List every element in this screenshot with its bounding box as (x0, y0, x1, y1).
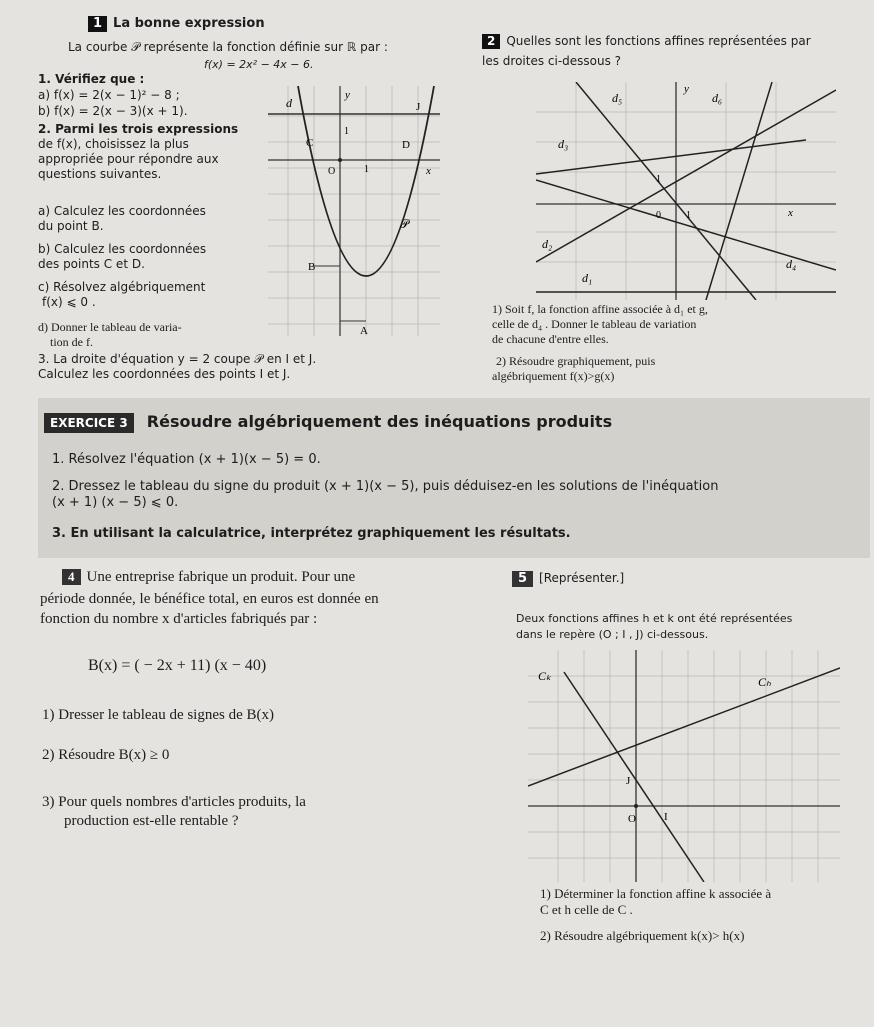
label-a: A (360, 325, 368, 337)
ex1-title: La bonne expression (113, 16, 265, 31)
ex3-q1: 1. Résolvez l'équation (x + 1)(x − 5) = 0. (52, 452, 321, 467)
ex1-q2a-line2: du point B. (38, 219, 104, 233)
label-b: B (308, 261, 316, 273)
ex1-q2b-line1: b) Calculez les coordonnées (38, 242, 207, 256)
ex3-title: Résoudre algébriquement des inéquations produits (146, 412, 613, 431)
line-d3 (536, 140, 806, 174)
label-d4: d₄ (786, 257, 797, 271)
ex1-q2b (38, 242, 206, 272)
label-ex5-i: I (664, 811, 668, 823)
ex5-header (512, 571, 624, 587)
ex1-number: 1 (88, 16, 107, 32)
ex2-part2 (492, 354, 655, 384)
ex5-tag: [Représenter.] (539, 571, 625, 585)
ex2-part1 (492, 302, 708, 347)
ex1-q2a (38, 204, 206, 234)
ex1-q3 (38, 352, 316, 382)
ex1-q2 (38, 122, 268, 182)
label-j: J (416, 101, 421, 113)
parabola-graph (268, 86, 448, 348)
ex4-q3-line2: production est-elle rentable ? (64, 813, 239, 829)
label-ex2-o: 0 (656, 210, 661, 221)
ck-ch-graph (528, 650, 840, 882)
ex1-header (88, 16, 265, 32)
ex2-part2-line2: algébriquement f(x)>g(x) (492, 369, 615, 383)
label-d6: d₆ (712, 91, 723, 105)
ex2-number: 2 (482, 34, 500, 49)
ex1-intro: La courbe 𝒫 représente la fonction définie sur ℝ par : (68, 40, 388, 54)
ex4-number: 4 (62, 569, 81, 585)
label-ex2-y: y (684, 83, 689, 95)
ex1-q2d (38, 320, 182, 350)
ex4-line3: fonction du nombre x d'articles fabriqués par : (40, 611, 318, 627)
line-d5 (576, 82, 756, 300)
ex3-header (44, 412, 612, 433)
label-d2: d₂ (542, 237, 553, 251)
ex2-part1-line2: celle de d₄ . Donner le tableau de variation (492, 317, 697, 331)
ex2-question-line2: les droites ci-dessous ? (482, 54, 622, 68)
ex5-grid (528, 650, 840, 882)
parabola-grid (268, 86, 440, 336)
ex2-question (482, 34, 811, 49)
ex1-q1a: a) f(x) = 2(x − 1)² − 8 ; (38, 88, 180, 102)
ex2-part1-line1: 1) Soit f, la fonction affine associée à d₁ et g, (492, 302, 708, 316)
ex1-q2-line3: appropriée pour répondre aux (38, 152, 219, 166)
ex5-number: 5 (512, 571, 533, 587)
ex5-q2: 2) Résoudre algébriquement k(x)> h(x) (540, 928, 745, 943)
ex5-line2: dans le repère (O ; I , J) ci-dessous. (516, 628, 709, 641)
ex5-q1-line2: C et h celle de C . (540, 902, 633, 917)
ex1-q3-line2: Calculez les coordonnées des points I et J. (38, 367, 291, 381)
ex1-q2-line1: 2. Parmi les trois expressions (38, 122, 239, 136)
label-ch: Cₕ (758, 675, 771, 689)
ex5-line1: Deux fonctions affines h et k ont été représentées (516, 612, 793, 625)
label-ex5-o: O (628, 813, 636, 825)
ex3-q2-line1: 2. Dressez le tableau du signe du produit (x + 1)(x − 5), puis déduisez-en les solutions de l'inéquation (52, 479, 719, 494)
ex4-q1: 1) Dresser le tableau de signes de B(x) (42, 707, 275, 723)
affine-lines-graph (536, 82, 836, 300)
ex4-q3-line1: 3) Pour quels nombres d'articles produits, la (42, 794, 306, 810)
label-o: O (328, 166, 336, 177)
label-ck: Cₖ (538, 669, 552, 683)
line-d2 (536, 90, 836, 262)
ex1-q2b-line2: des points C et D. (38, 257, 145, 271)
label-d1: d₁ (582, 271, 593, 285)
ex5-q1 (540, 886, 771, 918)
label-one-y: 1 (344, 126, 349, 137)
ex1-q1: 1. Vérifiez que : (38, 72, 145, 86)
ex4-formula: B(x) = ( − 2x + 11) (x − 40) (88, 657, 267, 674)
label-c: C (306, 137, 314, 149)
label-d5: d₅ (612, 91, 623, 105)
ex1-formula: f(x) = 2x² − 4x − 6. (204, 58, 314, 71)
ex1-q2c-line2: f(x) ⩽ 0 . (42, 295, 96, 309)
label-y: y (345, 89, 350, 101)
label-p: 𝒫 (400, 217, 409, 231)
line-ck (564, 672, 704, 882)
ex4-q2: 2) Résoudre B(x) ≥ 0 (42, 747, 170, 763)
ex3-q2-line2: (x + 1) (x − 5) ⩽ 0. (52, 495, 179, 510)
ex2-question-line1: Quelles sont les fonctions affines représentées par (506, 34, 811, 48)
label-d-point: D (402, 139, 410, 151)
ex1-q2a-line1: a) Calculez les coordonnées (38, 204, 206, 218)
ex1-q2-line4: questions suivantes. (38, 167, 162, 181)
line-d6 (706, 82, 772, 300)
ex4-line1 (62, 568, 355, 587)
ex5-q1-line1: 1) Déterminer la fonction affine k associée à (540, 886, 772, 901)
ex3-q2 (52, 479, 862, 511)
ex4-line1-text: Une entreprise fabrique un produit. Pour une (86, 569, 356, 585)
ex4-q3 (42, 793, 306, 831)
label-one-x: 1 (364, 164, 369, 175)
ex3-tag: EXERCICE 3 (44, 413, 134, 433)
ex4-line2: période donnée, le bénéfice total, en euros est donnée en (40, 591, 379, 607)
ex1-q2c (38, 280, 205, 310)
ex3-q3: 3. En utilisant la calculatrice, interprétez graphiquement les résultats. (52, 526, 571, 541)
ex1-q1b: b) f(x) = 2(x − 3)(x + 1). (38, 104, 188, 118)
label-ex2-one-x: 1 (686, 210, 691, 221)
line-ch (528, 668, 840, 786)
ex1-q2d-line1: d) Donner le tableau de varia- (38, 320, 182, 334)
ex1-q2c-line1: c) Résolvez algébriquement (38, 280, 206, 294)
label-x: x (426, 165, 431, 177)
ex5-origin-point (634, 804, 638, 808)
ex2-part2-line1: 2) Résoudre graphiquement, puis (496, 354, 656, 368)
label-ex2-x: x (788, 207, 793, 219)
ex1-q2-line2: de f(x), choisissez la plus (38, 137, 189, 151)
ex2-part1-line3: de chacune d'entre elles. (492, 332, 609, 346)
label-ex5-j: J (626, 775, 631, 787)
label-d3: d₃ (558, 137, 569, 151)
label-d: d (286, 96, 292, 110)
label-ex2-one-y: 1 (656, 174, 661, 185)
origin-point (338, 158, 342, 162)
ex1-q2d-line2: tion de f. (50, 335, 93, 349)
ex1-q3-line1: 3. La droite d'équation y = 2 coupe 𝒫 en I et J. (38, 352, 317, 366)
